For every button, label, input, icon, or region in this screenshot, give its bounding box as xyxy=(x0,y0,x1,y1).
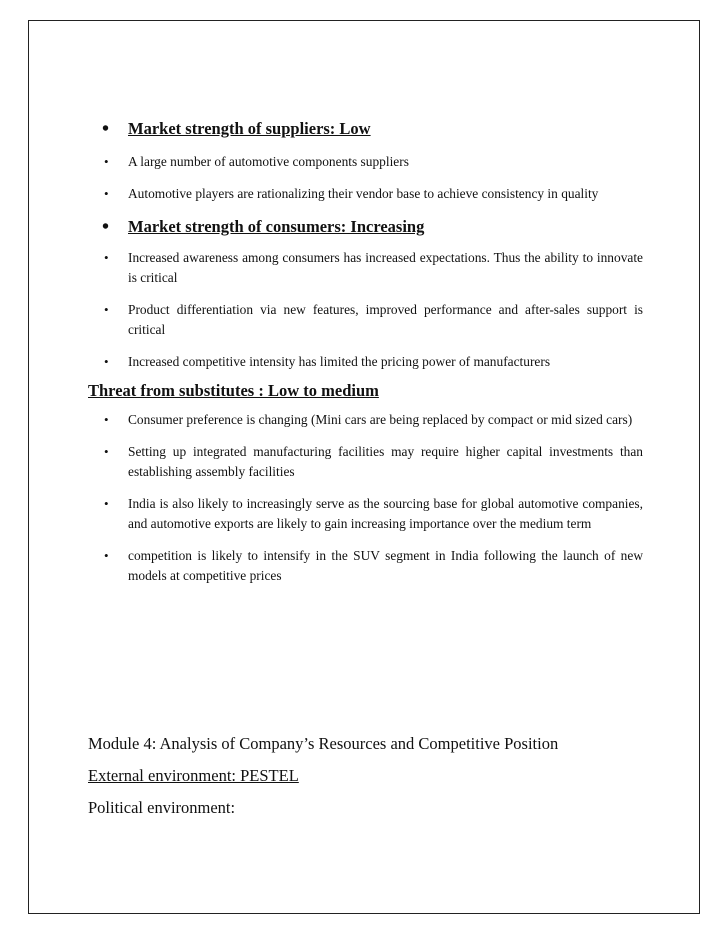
bullet-icon: • xyxy=(104,154,109,169)
bullet-icon: • xyxy=(104,250,109,265)
bullet-icon: • xyxy=(104,354,109,369)
bullet-icon: • xyxy=(104,186,109,201)
list-item: • Product differentiation via new features, improved performance and after-sales support is critical xyxy=(104,302,643,337)
bullet-icon: • xyxy=(102,216,110,238)
list-item: • India is also likely to increasingly serve as the sourcing base for global automotive companies, and automotive exports are likely to gain increasing importance over the medium term xyxy=(104,496,643,531)
list-item: • Setting up integrated manufacturing facilities may require higher capital investments than establishing assembly facilities xyxy=(104,444,643,479)
bullet-icon: • xyxy=(102,118,110,140)
list-item: • competition is likely to intensify in the SUV segment in India following the launch of new models at competitive prices xyxy=(104,548,643,583)
substitutes-heading: Threat from substitutes : Low to medium xyxy=(88,381,379,400)
module-block xyxy=(88,733,678,819)
external-environment-heading: External environment: PESTEL xyxy=(88,766,299,785)
bullet-icon: • xyxy=(104,444,109,459)
political-environment-heading: Political environment: xyxy=(88,798,236,817)
document-content xyxy=(88,118,643,586)
list-item: • Increased competitive intensity has limited the pricing power of manufacturers xyxy=(88,352,643,372)
module-title: Module 4: Analysis of Company’s Resources and Competitive Position xyxy=(88,734,559,753)
bullet-icon: • xyxy=(104,302,109,317)
suppliers-heading: • Market strength of suppliers: Low xyxy=(102,118,371,140)
list-item: • Consumer preference is changing (Mini cars are being replaced by compact or mid sized cars) xyxy=(88,410,643,430)
list-item: • Increased awareness among consumers has increased expectations. Thus the ability to innovate is critical xyxy=(104,250,643,285)
list-item: • Automotive players are rationalizing their vendor base to achieve consistency in quality xyxy=(88,184,643,204)
bullet-icon: • xyxy=(104,412,109,427)
consumers-heading: • Market strength of consumers: Increasing xyxy=(102,216,425,238)
bullet-icon: • xyxy=(104,548,109,563)
list-item: • A large number of automotive components suppliers xyxy=(88,152,643,172)
bullet-icon: • xyxy=(104,496,109,511)
